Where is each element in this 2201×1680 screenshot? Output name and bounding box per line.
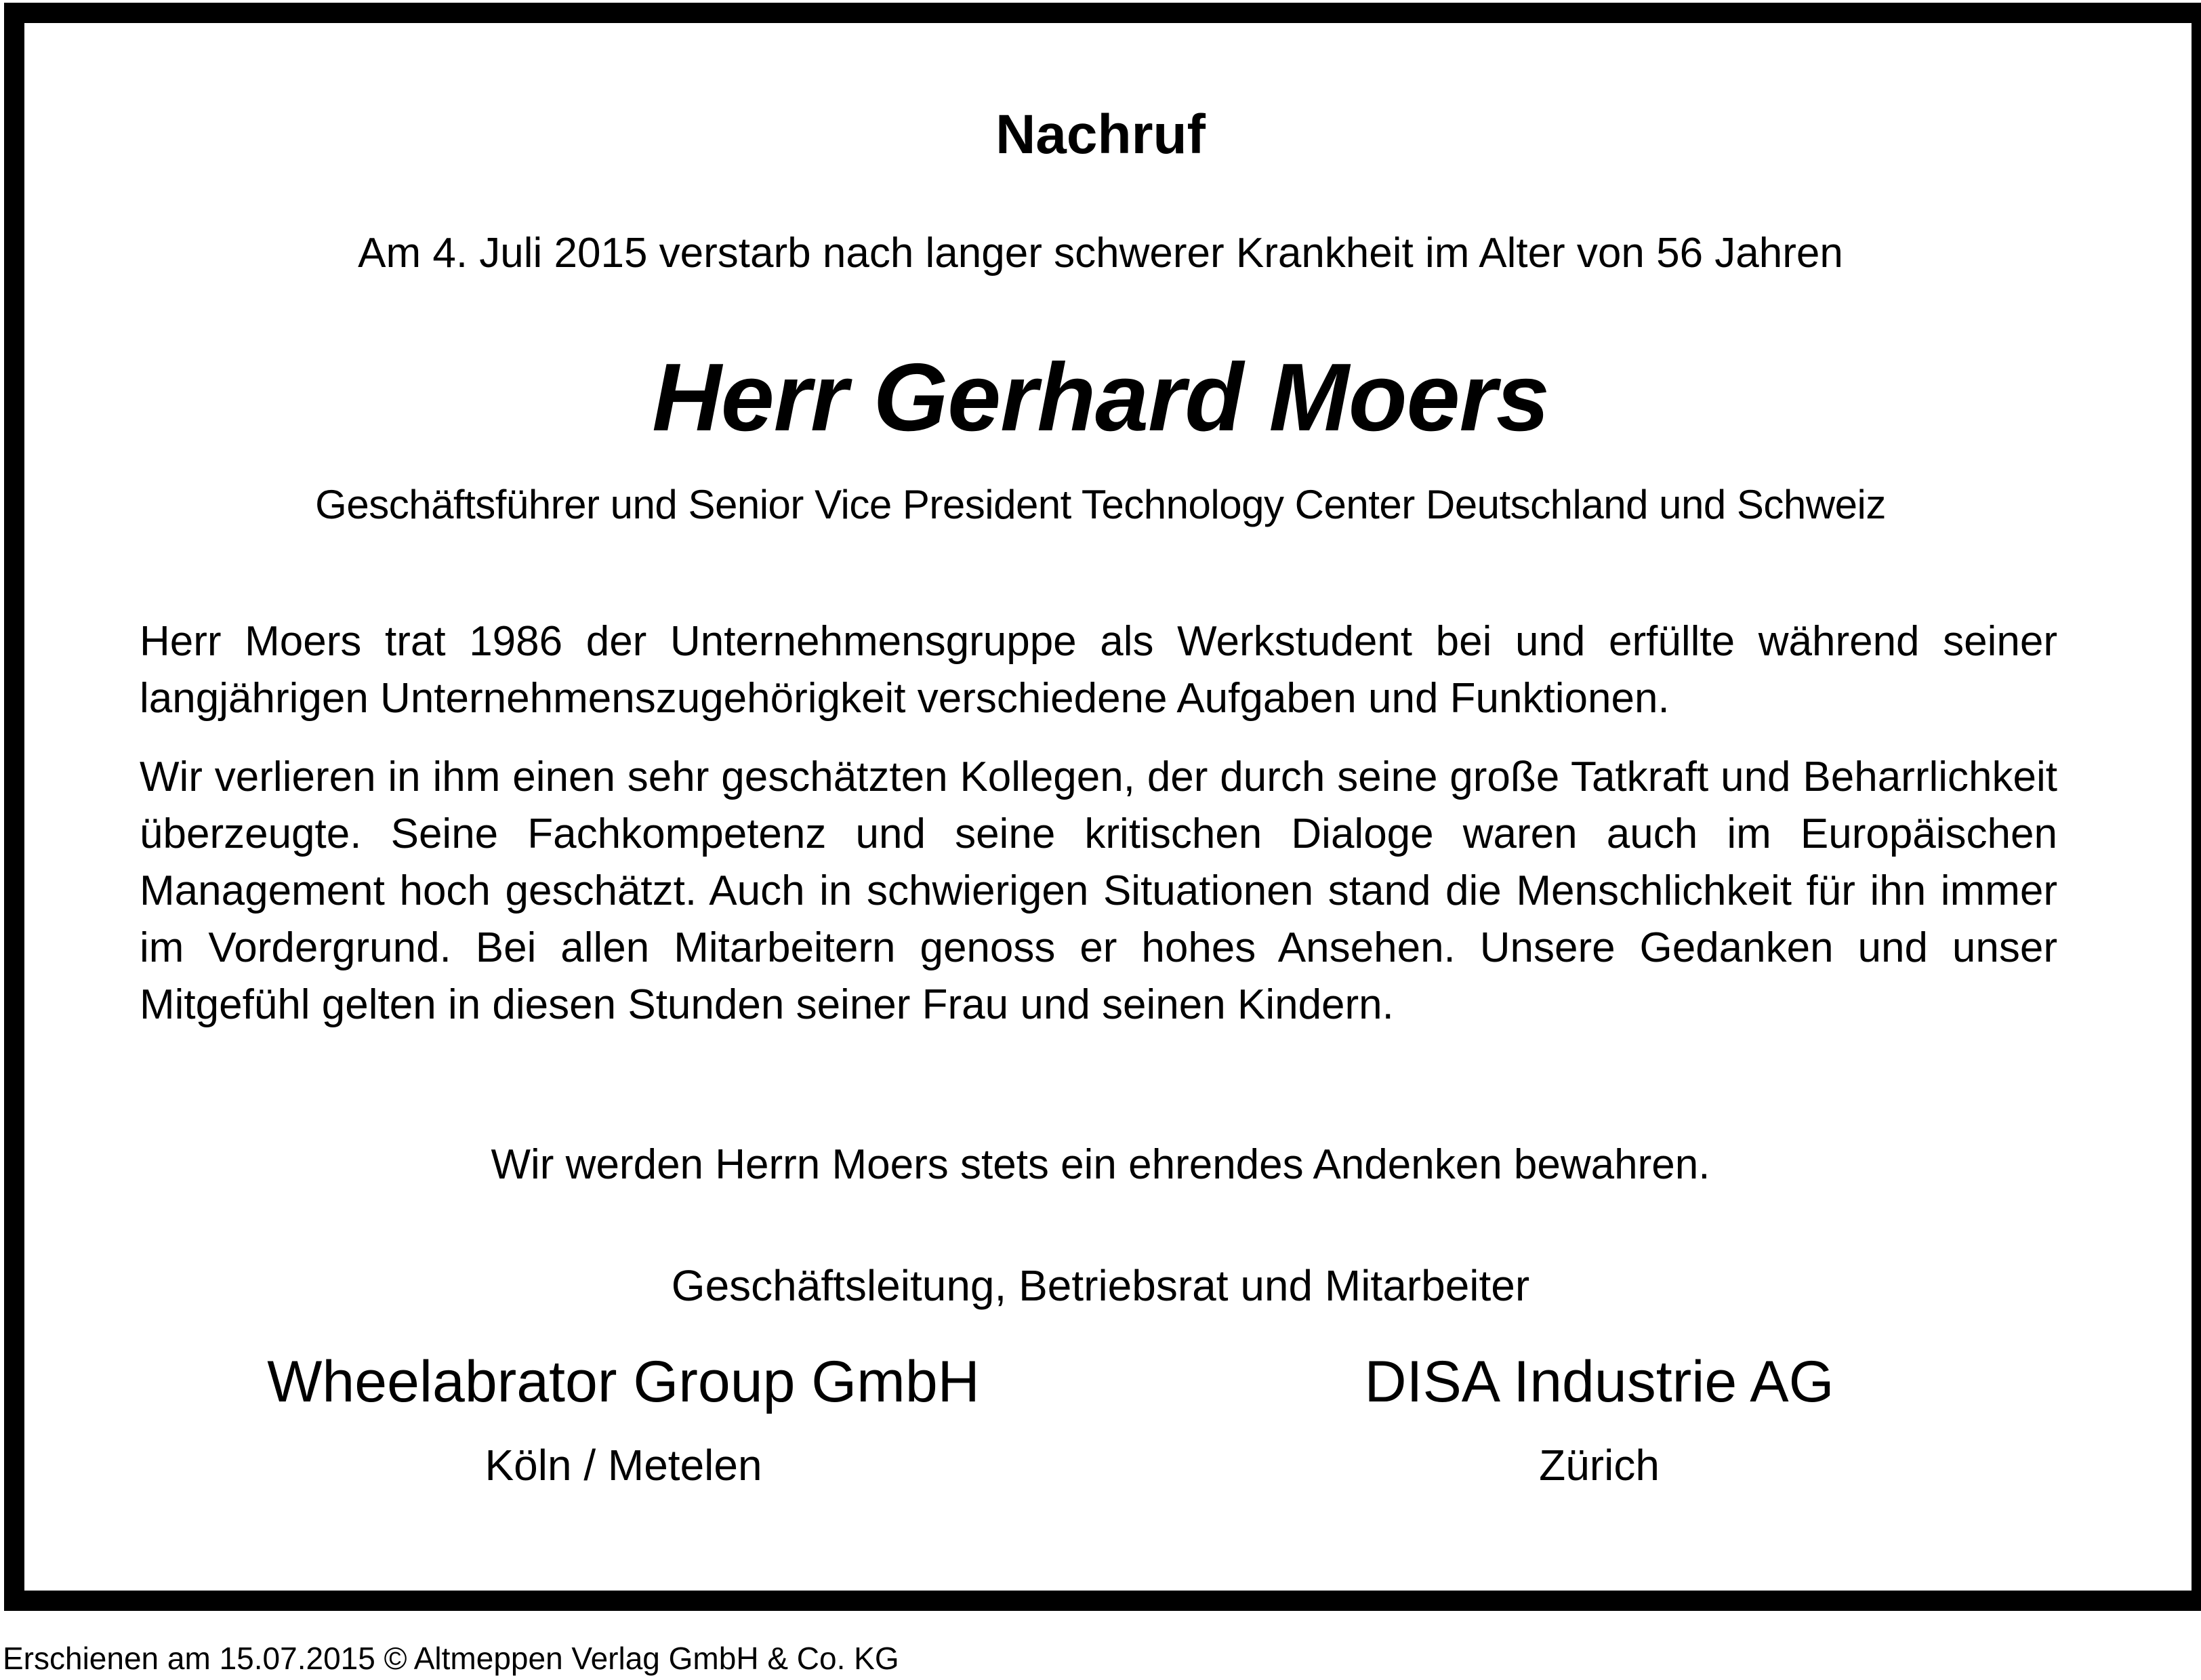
publication-footer: Erschienen am 15.07.2015 © Altmeppen Verlag GmbH & Co. KG [3, 1641, 899, 1676]
closing-line: Wir werden Herrn Moers stets ein ehrendes Andenken bewahren. [491, 1141, 1710, 1188]
deceased-name: Herr Gerhard Moers [652, 344, 1549, 451]
obituary-paragraph: Herr Moers trat 1986 der Unternehmensgruppe als Werkstudent bei und erfüllte während seiner langjährigen Unternehmenszugehörigkeit verschiedene Aufgaben und Funktionen. [140, 618, 2057, 722]
obituary-intro: Am 4. Juli 2015 verstarb nach langer schwerer Krankheit im Alter von 56 Jahren [358, 230, 1843, 276]
company-name: Wheelabrator Group GmbH [267, 1349, 980, 1414]
company-location: Zürich [1539, 1441, 1660, 1490]
obituary-paragraph: Wir verlieren in ihm einen sehr geschätzten Kollegen, der durch seine große Tatkraft und Beharrlichkeit überzeugte. Seine Fachkompetenz und seine kritischen Dialoge waren auch im Europäischen Management hoch geschätzt. Auch in schwierigen Situationen stand die Menschlichkeit für ihn immer im Vordergrund. Bei allen Mitarbeitern genoss er hohes Ansehen. Unsere Gedanken und unser Mitgefühl gelten in diesen Stunden seiner Frau und seinen Kindern. [140, 754, 2057, 1028]
company-location: Köln / Metelen [485, 1441, 762, 1490]
company-name: DISA Industrie AG [1364, 1349, 1834, 1414]
deceased-position: Geschäftsführer und Senior Vice President Technology Center Deutschland und Schweiz [315, 482, 1886, 527]
obituary-heading: Nachruf [995, 104, 1206, 165]
signatories-line: Geschäftsleitung, Betriebsrat und Mitarbeiter [671, 1261, 1530, 1310]
